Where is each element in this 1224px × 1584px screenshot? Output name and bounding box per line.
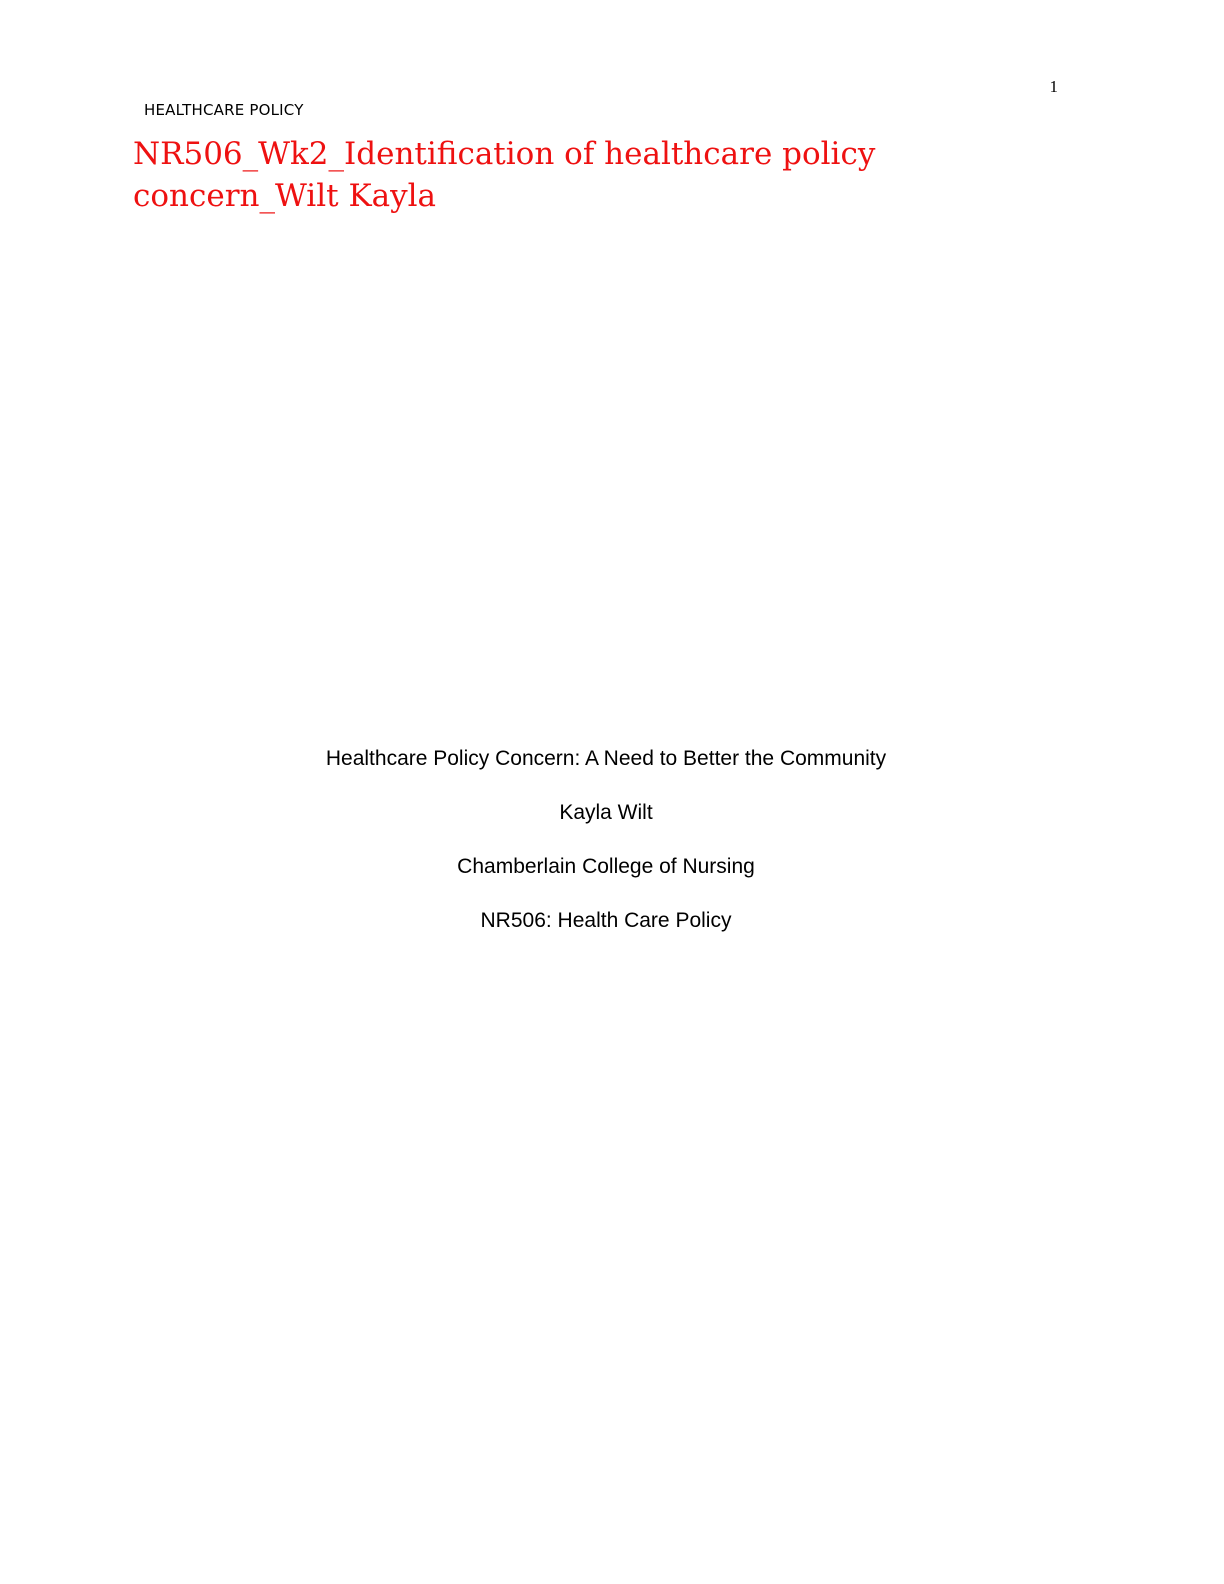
page-number: 1 xyxy=(1049,77,1058,96)
paper-title: Healthcare Policy Concern: A Need to Better the Community xyxy=(325,747,887,770)
author-name: Kayla Wilt xyxy=(559,801,653,824)
course-name: NR506: Health Care Policy xyxy=(480,909,732,932)
title-page-block xyxy=(0,743,1212,959)
institution-name: Chamberlain College of Nursing xyxy=(457,855,755,878)
document-file-title: NR506_Wk2_Identification of healthcare policy concern_Wilt Kayla xyxy=(133,136,876,214)
running-head: HEALTHCARE POLICY xyxy=(144,101,304,119)
